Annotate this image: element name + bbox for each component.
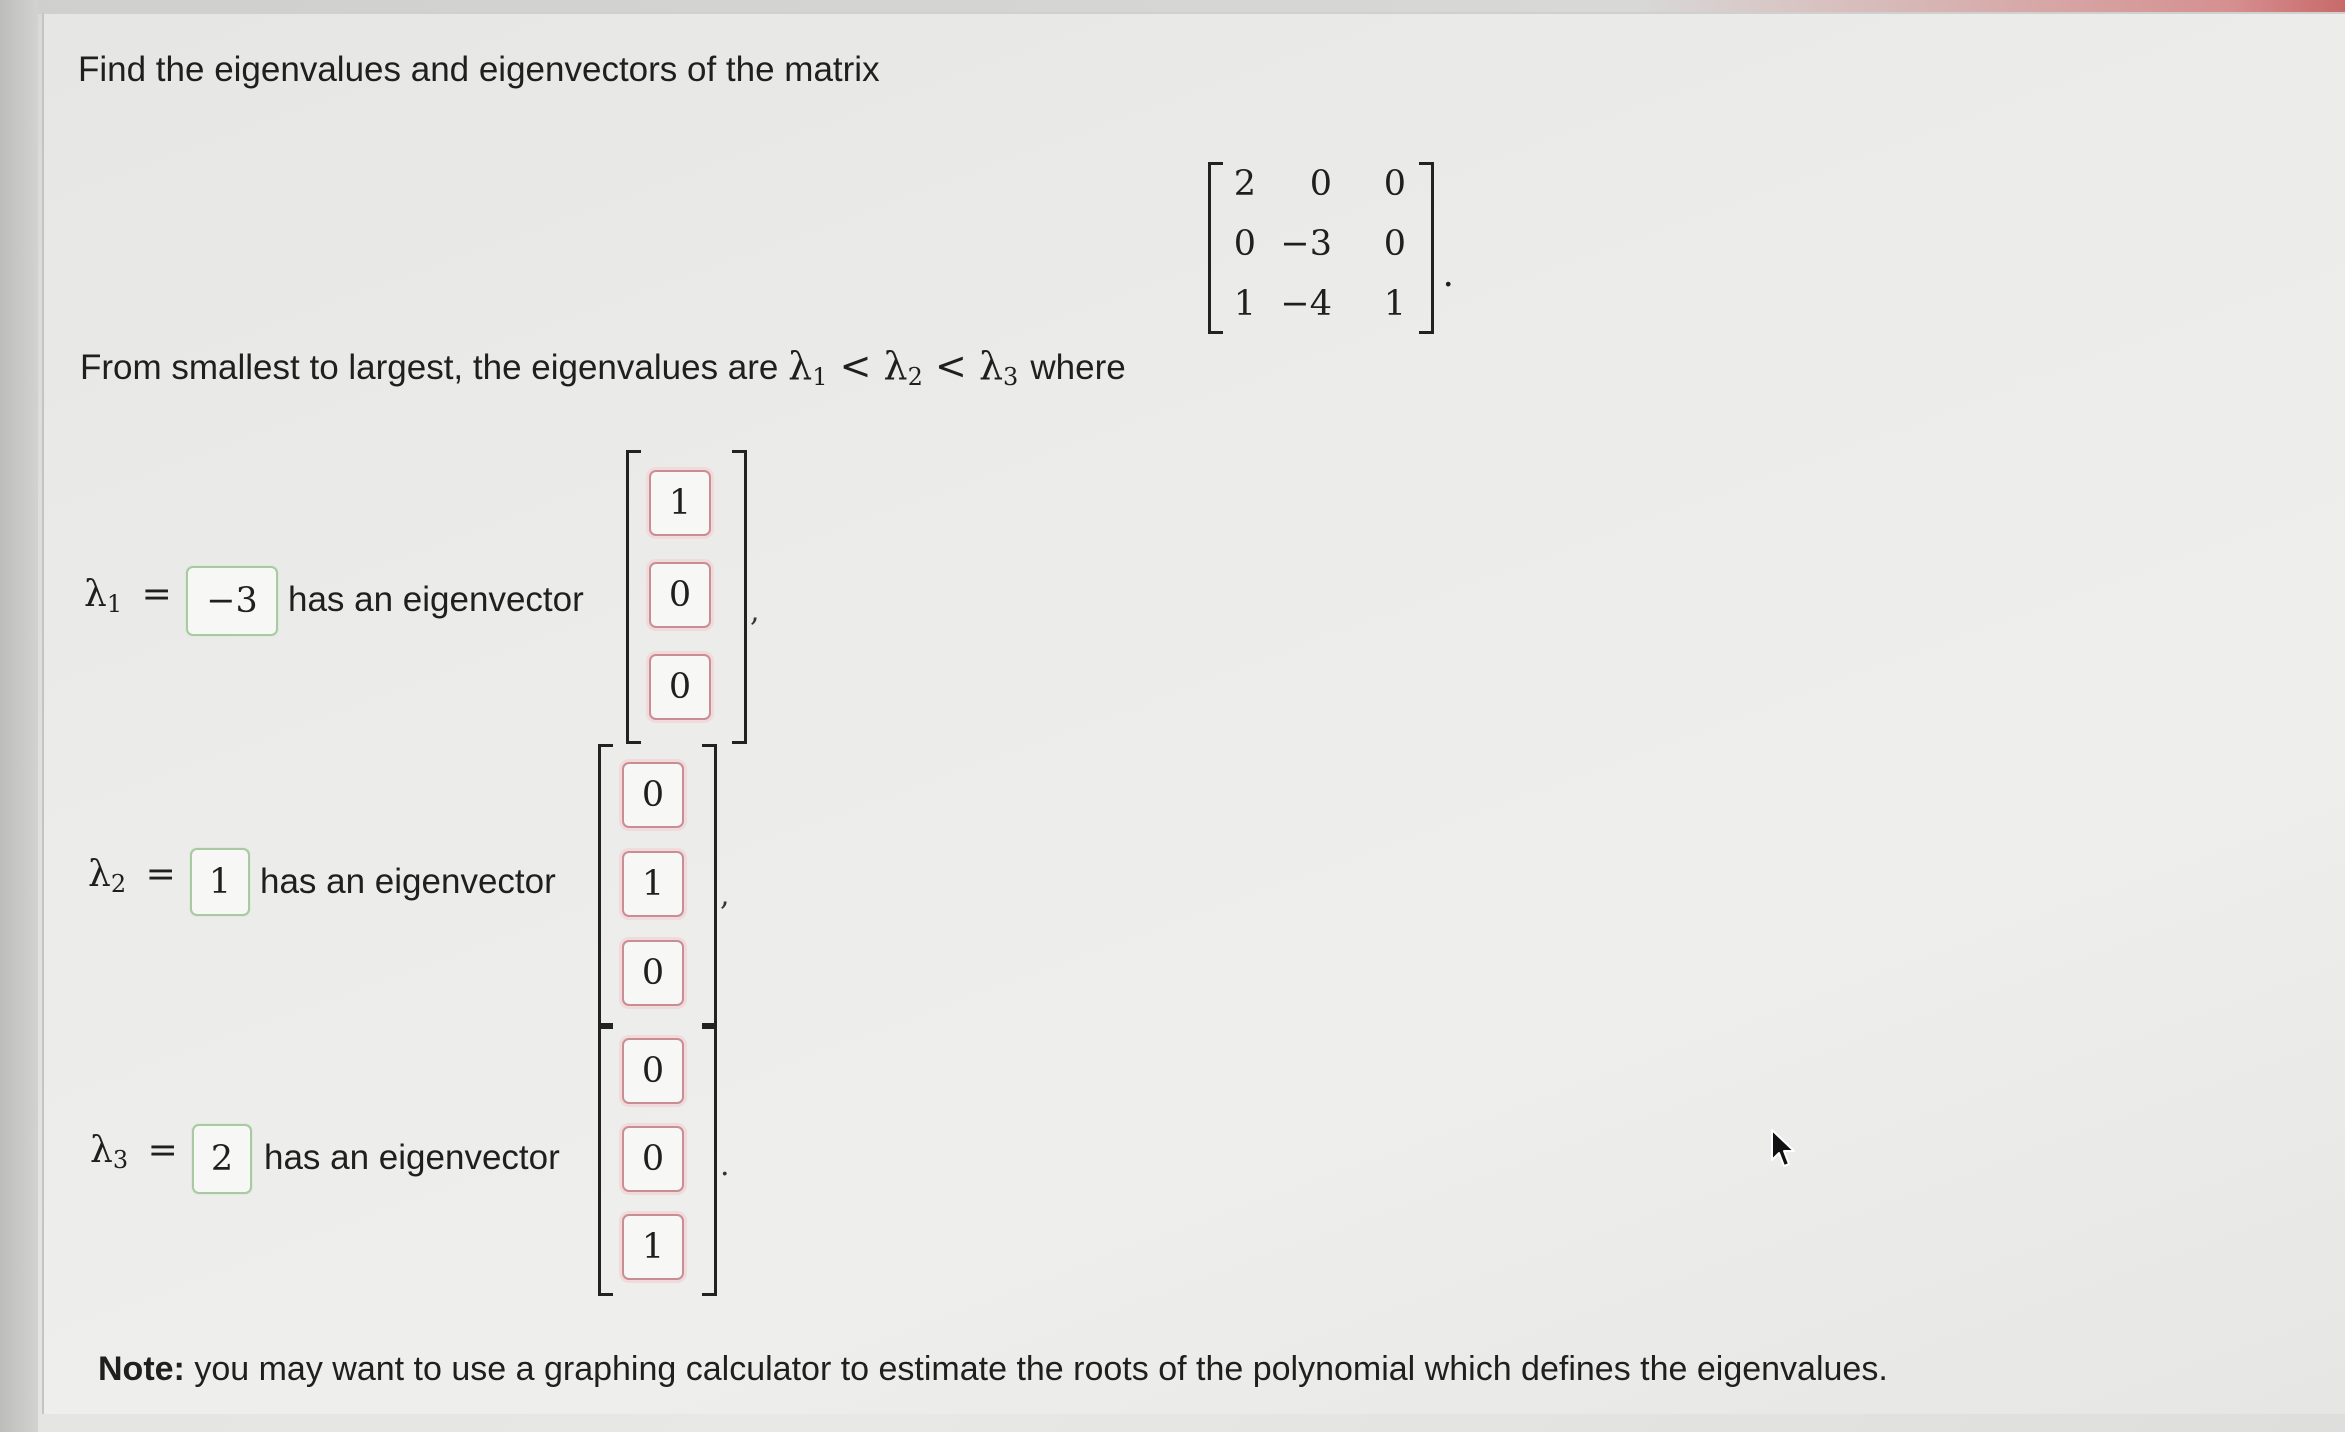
matrix-cell: −4: [1280, 284, 1332, 324]
vector2-entry-2[interactable]: 1: [622, 851, 684, 917]
lambda1-eigenvector-text: has an eigenvector: [288, 580, 584, 619]
vector2-punctuation: ,: [720, 878, 730, 913]
equals-sign: =: [145, 854, 176, 895]
vector2-entry-1[interactable]: 0: [622, 762, 684, 828]
vector2-right-bracket: [702, 744, 717, 1026]
question-card: [42, 12, 2345, 1414]
less-than-symbol: <: [935, 344, 967, 388]
lambda3-eigenvector-text: has an eigenvector: [264, 1138, 560, 1177]
lambda1-label: [84, 574, 172, 618]
lambda-symbol: λ: [88, 854, 111, 895]
lambda-subscript: 2: [907, 363, 923, 391]
ordering-math: [788, 344, 1030, 391]
lambda2-label: [88, 854, 176, 898]
matrix-cell: 0: [1383, 164, 1406, 204]
vector1-entry-1[interactable]: 1: [649, 470, 711, 536]
matrix-cell: 2: [1233, 164, 1256, 204]
lambda-symbol: λ: [883, 344, 908, 388]
ordering-sentence: [80, 344, 1126, 391]
lambda3-input[interactable]: 2: [192, 1124, 252, 1194]
lambda-symbol: λ: [90, 1130, 113, 1171]
vector3-entry-1[interactable]: 0: [622, 1038, 684, 1104]
vector1-punctuation: ,: [750, 594, 760, 629]
vector3-left-bracket: [598, 1026, 613, 1296]
matrix-cell: 1: [1233, 284, 1256, 324]
vector3-entry-2[interactable]: 0: [622, 1126, 684, 1192]
ordering-text: From smallest to largest, the eigenvalues are: [80, 348, 779, 387]
vector2-entry-3[interactable]: 0: [622, 940, 684, 1006]
equals-sign: =: [141, 574, 172, 615]
note-text: you may want to use a graphing calculator to estimate the roots of the polynomial which defines the eigenvalues.: [194, 1350, 1888, 1388]
lambda3-label: [90, 1130, 178, 1174]
note-label: Note:: [98, 1350, 185, 1388]
lambda-symbol: λ: [978, 344, 1004, 388]
mouse-cursor-icon: [1770, 1128, 1800, 1172]
vector1-left-bracket: [626, 450, 641, 744]
lambda-subscript: 1: [106, 590, 123, 618]
lambda-symbol: λ: [788, 344, 813, 388]
lambda-subscript: 2: [110, 870, 127, 898]
vector1-entry-3[interactable]: 0: [649, 654, 711, 720]
lambda-subscript: 1: [812, 363, 828, 391]
left-edge: [0, 0, 38, 1432]
given-matrix: [1208, 162, 1458, 332]
note: [98, 1350, 1888, 1389]
lambda-symbol: λ: [84, 574, 107, 615]
matrix-cell: 1: [1383, 284, 1406, 324]
lambda-subscript: 3: [1003, 363, 1019, 391]
lambda2-input[interactable]: 1: [190, 848, 250, 916]
question-prompt: Find the eigenvalues and eigenvectors of the matrix: [78, 50, 880, 89]
equals-sign: =: [147, 1130, 178, 1171]
matrix-cell: 0: [1233, 224, 1256, 264]
vector3-right-bracket: [702, 1026, 717, 1296]
vector2-left-bracket: [598, 744, 613, 1026]
matrix-cell: −3: [1280, 224, 1332, 264]
lambda-subscript: 3: [112, 1146, 129, 1174]
vector1-entry-2[interactable]: 0: [649, 562, 711, 628]
vector1-right-bracket: [732, 450, 747, 744]
matrix-cell: 0: [1383, 224, 1406, 264]
matrix-period: .: [1442, 254, 1454, 295]
less-than-symbol: <: [839, 344, 872, 388]
vector3-entry-3[interactable]: 1: [622, 1214, 684, 1280]
lambda2-eigenvector-text: has an eigenvector: [260, 862, 556, 901]
ordering-tail: where: [1030, 348, 1126, 387]
matrix-right-bracket: [1419, 162, 1434, 334]
matrix-cell: 0: [1309, 164, 1332, 204]
lambda1-input[interactable]: −3: [186, 566, 278, 636]
vector3-punctuation: .: [720, 1148, 730, 1183]
